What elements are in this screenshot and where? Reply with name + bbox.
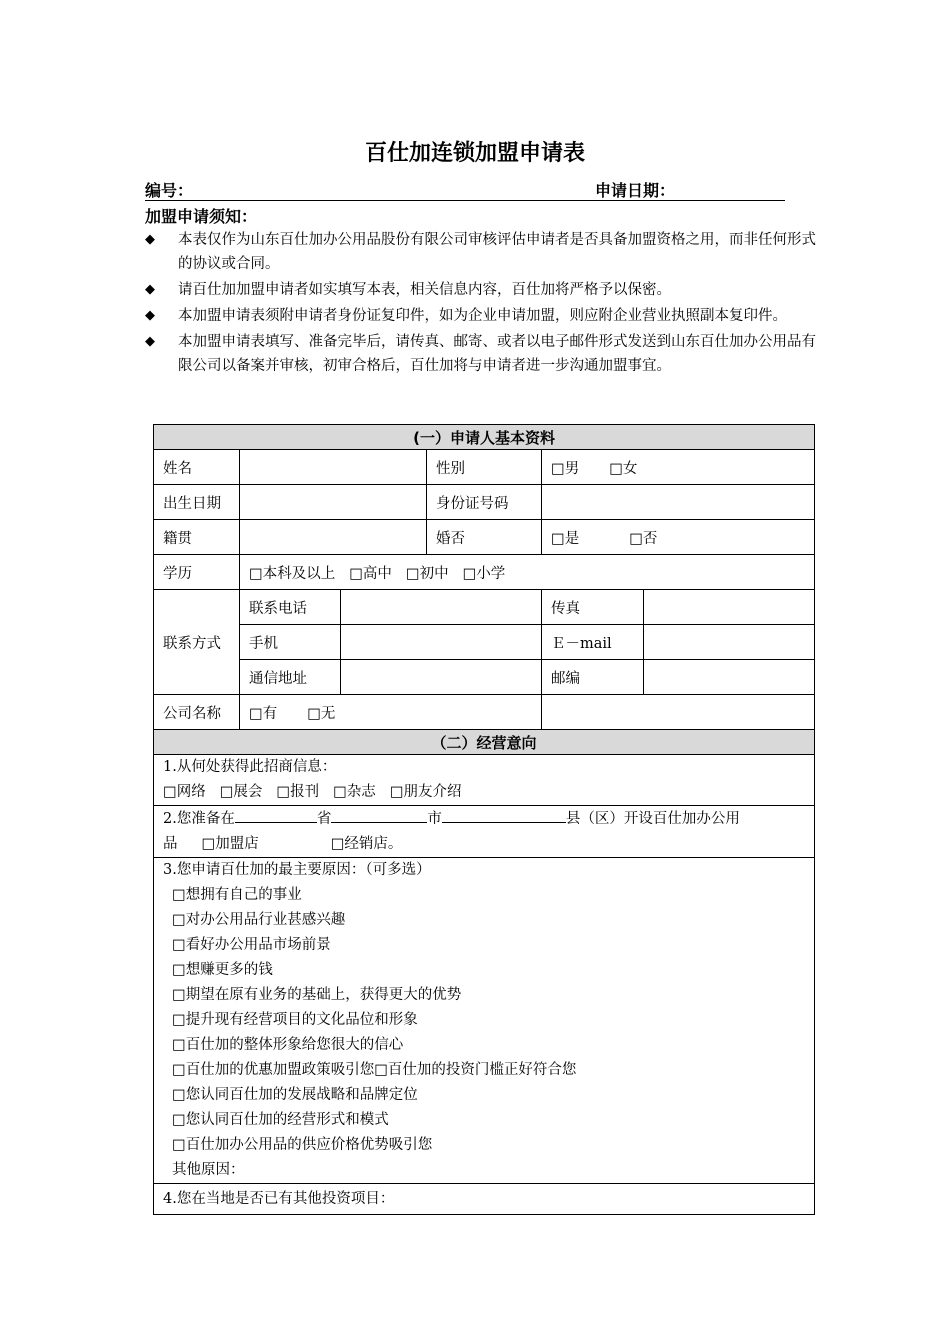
- number-label: 编号：: [145, 181, 194, 200]
- question-2: [154, 806, 815, 858]
- notice-item: ◆ 本加盟申请表须附申请者身份证复印件，如为企业申请加盟，则应附企业营业执照副本复印件。: [145, 304, 817, 328]
- marriage-options: [542, 520, 815, 555]
- email-label: Ｅ－mail: [542, 625, 644, 660]
- other-reason-label: 其他原因：: [172, 1162, 245, 1178]
- reason-option[interactable]: □想拥有自己的事业: [172, 887, 302, 903]
- fax-label: 传真: [542, 590, 644, 625]
- birth-field[interactable]: [240, 485, 427, 520]
- company-yes-checkbox[interactable]: □有: [249, 705, 278, 722]
- question-1: [154, 755, 815, 806]
- q1-text: 1.从何处获得此招商信息：: [163, 759, 337, 775]
- edu-highschool-checkbox[interactable]: □高中: [349, 565, 392, 582]
- reason-option[interactable]: □百仕加办公用品的供应价格优势吸引您: [172, 1137, 433, 1153]
- meta-line: [145, 178, 785, 201]
- city-blank[interactable]: [331, 806, 427, 823]
- section2-header: （二）经营意向: [154, 730, 815, 755]
- notice-item: ◆ 本表仅作为山东百仕加办公用品股份有限公司审核评估申请者是否具备加盟资格之用，而非任何形式的协议或合同。: [145, 228, 817, 276]
- origin-label: 籍贯: [154, 520, 240, 555]
- reason-option[interactable]: □看好办公用品市场前景: [172, 937, 331, 953]
- company-options: [240, 695, 542, 730]
- diamond-bullet-icon: ◆: [145, 232, 155, 247]
- reason-option[interactable]: □您认同百仕加的发展战略和品牌定位: [172, 1087, 418, 1103]
- q4-text: 4.您在当地是否已有其他投资项目：: [163, 1190, 395, 1207]
- notice-item: ◆ 本加盟申请表填写、准备完毕后，请传真、邮寄、或者以电子邮件形式发送到山东百仕加办公用品有限公司以备案并审核，初审合格后，百仕加将与申请者进一步沟通加盟事宜。: [145, 330, 817, 378]
- franchise-store-checkbox[interactable]: □加盟店: [201, 836, 259, 852]
- edu-bachelor-checkbox[interactable]: □本科及以上: [249, 565, 336, 582]
- diamond-bullet-icon: ◆: [145, 282, 155, 297]
- question-3: [154, 858, 815, 1184]
- q2-prefix: 2.您准备在: [163, 811, 235, 827]
- phone-label: 联系电话: [240, 590, 341, 625]
- gender-options: [542, 450, 815, 485]
- q2-line1: [163, 806, 814, 832]
- company-label: 公司名称: [154, 695, 240, 730]
- section1-header: (一）申请人基本资料: [154, 425, 815, 450]
- address-label: 通信地址: [240, 660, 341, 695]
- gender-label: 性别: [427, 450, 542, 485]
- contact-label: 联系方式: [154, 590, 240, 695]
- address-field[interactable]: [341, 660, 542, 695]
- source-expo-checkbox[interactable]: □展会: [219, 784, 263, 800]
- edu-middle-checkbox[interactable]: □初中: [405, 565, 449, 582]
- source-web-checkbox[interactable]: □网络: [163, 784, 206, 800]
- birth-label: 出生日期: [154, 485, 240, 520]
- q2-line2-text: 品: [163, 836, 178, 852]
- zip-field[interactable]: [644, 660, 815, 695]
- date-label: 申请日期：: [595, 181, 676, 200]
- gender-female-checkbox[interactable]: □女: [609, 460, 638, 477]
- company-name-field[interactable]: [542, 695, 815, 730]
- id-field[interactable]: [542, 485, 815, 520]
- email-field[interactable]: [644, 625, 815, 660]
- page-title: 百仕加连锁加盟申请表: [364, 141, 585, 166]
- gender-male-checkbox[interactable]: □男: [551, 460, 580, 477]
- married-no-checkbox[interactable]: □否: [629, 530, 658, 547]
- source-newspaper-checkbox[interactable]: □报刊: [276, 784, 320, 800]
- question-4: [154, 1184, 815, 1215]
- q2-province: 省: [316, 811, 332, 827]
- zip-label: 邮编: [542, 660, 644, 695]
- q1-options: [163, 780, 814, 805]
- marriage-label: 婚否: [427, 520, 542, 555]
- province-blank[interactable]: [235, 806, 317, 823]
- origin-field[interactable]: [240, 520, 427, 555]
- company-no-checkbox[interactable]: □无: [307, 705, 336, 722]
- q2-county: 县（区）开设百仕加办公用: [565, 811, 740, 827]
- diamond-bullet-icon: ◆: [145, 308, 155, 323]
- reason-option[interactable]: □期望在原有业务的基础上，获得更大的优势: [172, 987, 462, 1003]
- notice-list: [145, 228, 817, 380]
- notice-item: ◆ 请百仕加加盟申请者如实填写本表，相关信息内容，百仕加将严格予以保密。: [145, 278, 817, 302]
- notice-title: 加盟申请须知：: [145, 207, 258, 226]
- reason-option[interactable]: □百仕加的优惠加盟政策吸引您□百仕加的投资门槛正好符合您: [172, 1062, 577, 1078]
- source-friend-checkbox[interactable]: □朋友介绍: [389, 784, 462, 800]
- married-yes-checkbox[interactable]: □是: [551, 530, 580, 547]
- edu-options: [240, 555, 815, 590]
- mobile-label: 手机: [240, 625, 341, 660]
- reason-option[interactable]: □提升现有经营项目的文化品位和形象: [172, 1012, 418, 1028]
- diamond-bullet-icon: ◆: [145, 334, 155, 349]
- q3-text: 3.您申请百仕加的最主要原因：（可多选）: [163, 862, 431, 878]
- edu-primary-checkbox[interactable]: □小学: [462, 565, 506, 582]
- edu-label: 学历: [154, 555, 240, 590]
- reason-option[interactable]: □想赚更多的钱: [172, 962, 273, 978]
- q2-line2: [163, 832, 814, 857]
- source-magazine-checkbox[interactable]: □杂志: [333, 784, 376, 800]
- mobile-field[interactable]: [341, 625, 542, 660]
- id-label: 身份证号码: [427, 485, 542, 520]
- reason-option[interactable]: □百仕加的整体形象给您很大的信心: [172, 1037, 404, 1053]
- reason-option[interactable]: □对办公用品行业甚感兴趣: [172, 912, 346, 928]
- dealer-store-checkbox[interactable]: □经销店。: [330, 836, 403, 852]
- fax-field[interactable]: [644, 590, 815, 625]
- county-blank[interactable]: [442, 806, 566, 823]
- phone-field[interactable]: [341, 590, 542, 625]
- q2-city: 市: [427, 811, 442, 827]
- reason-option[interactable]: □您认同百仕加的经营形式和模式: [172, 1112, 389, 1128]
- name-label: 姓名: [154, 450, 240, 485]
- application-form-table: [153, 424, 815, 1215]
- name-field[interactable]: [240, 450, 427, 485]
